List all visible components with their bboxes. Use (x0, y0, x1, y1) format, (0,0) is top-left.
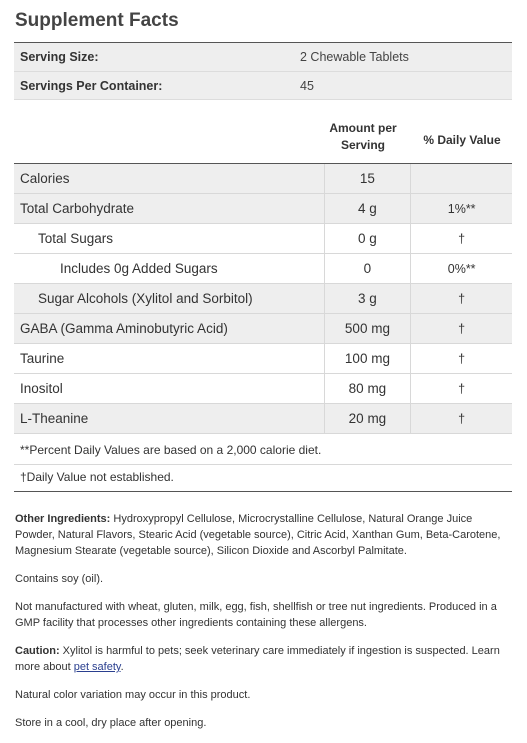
nutrient-amount: 20 mg (324, 404, 411, 434)
allergen-statement: Not manufactured with wheat, gluten, milk, egg, fish, shellfish or tree nut ingredients. Produced in a GMP facility that processes other ingredients containing these allergens. (15, 601, 497, 629)
nutrient-table (14, 164, 512, 434)
nutrient-name: L-Theanine (14, 404, 324, 434)
color-variation-note: Natural color variation may occur in this product. (15, 689, 251, 701)
nutrient-daily-value: † (411, 314, 512, 344)
nutrient-amount: 100 mg (324, 344, 411, 374)
nutrient-name: Taurine (14, 344, 324, 374)
nutrient-name: Total Carbohydrate (14, 194, 324, 224)
nutrient-daily-value (411, 164, 512, 194)
nutrient-daily-value: † (411, 224, 512, 254)
serving-size-label: Serving Size: (20, 50, 99, 64)
nutrient-row (14, 344, 512, 374)
nutrient-amount: 3 g (324, 284, 411, 314)
servings-per-container-label: Servings Per Container: (20, 79, 163, 93)
nutrient-row (14, 254, 512, 284)
serving-size-row (14, 43, 512, 71)
other-ingredients-text: Hydroxypropyl Cellulose, Microcrystalline Cellulose, Natural Orange Juice Powder, Natural Flavors, Stearic Acid (vegetable source), Citric Acid, Xanthan Gum, Beta-Carotene, Magnesium Stearate (vegetable source), Silicon Dioxide and Ascorbyl Palmitate. (15, 513, 501, 557)
nutrient-amount: 500 mg (324, 314, 411, 344)
nutrient-daily-value: † (411, 404, 512, 434)
other-ingredients-label: Other Ingredients: (15, 513, 111, 525)
nutrient-name: Calories (14, 164, 324, 194)
daily-value-header: % Daily Value (423, 133, 501, 147)
nutrient-row (14, 164, 512, 194)
nutrient-row (14, 284, 512, 314)
serving-size-value: 2 Chewable Tablets (300, 50, 409, 64)
nutrient-daily-value: 0%** (411, 254, 512, 284)
nutrient-amount: 0 (324, 254, 411, 284)
caution-text: Xylitol is harmful to pets; seek veterinary care immediately if ingestion is suspected. Learn more about (15, 645, 500, 673)
amount-header-line1: Amount per (329, 121, 397, 135)
amount-header-line2: Serving (340, 138, 385, 152)
footnote-divider (14, 464, 512, 465)
nutrient-name: GABA (Gamma Aminobutyric Acid) (14, 314, 324, 344)
soy-statement: Contains soy (oil). (15, 573, 104, 585)
page-title: Supplement Facts (15, 10, 179, 31)
nutrient-daily-value: † (411, 284, 512, 314)
serving-info (14, 43, 512, 100)
storage-note: Store in a cool, dry place after opening. (15, 717, 207, 729)
caution-end: . (120, 661, 124, 673)
pet-safety-link[interactable]: pet safety (73, 661, 121, 673)
other-ingredients (15, 511, 512, 559)
serving-divider (14, 99, 512, 100)
nutrient-name: Includes 0g Added Sugars (14, 254, 324, 284)
table-header (14, 120, 512, 163)
nutrient-name: Total Sugars (14, 224, 324, 254)
caution-statement (15, 643, 512, 675)
nutrient-name: Sugar Alcohols (Xylitol and Sorbitol) (14, 284, 324, 314)
nutrient-amount: 0 g (324, 224, 411, 254)
nutrient-daily-value: 1%** (411, 194, 512, 224)
nutrient-row (14, 374, 512, 404)
percent-daily-footnote: **Percent Daily Values are based on a 2,000 calorie diet. (20, 443, 322, 457)
amount-per-serving-header (324, 120, 402, 154)
nutrient-amount: 15 (324, 164, 411, 194)
nutrient-row (14, 194, 512, 224)
product-notes (15, 511, 512, 743)
nutrient-amount: 80 mg (324, 374, 411, 404)
bottom-rule (14, 491, 512, 492)
nutrient-name: Inositol (14, 374, 324, 404)
nutrient-row (14, 404, 512, 434)
nutrient-daily-value: † (411, 344, 512, 374)
dagger-footnote: †Daily Value not established. (20, 470, 174, 484)
nutrient-row (14, 224, 512, 254)
servings-per-container-value: 45 (300, 79, 314, 93)
nutrient-daily-value: † (411, 374, 512, 404)
caution-label: Caution: (15, 645, 60, 657)
servings-per-container-row (14, 71, 512, 100)
nutrient-amount: 4 g (324, 194, 411, 224)
nutrient-row (14, 314, 512, 344)
